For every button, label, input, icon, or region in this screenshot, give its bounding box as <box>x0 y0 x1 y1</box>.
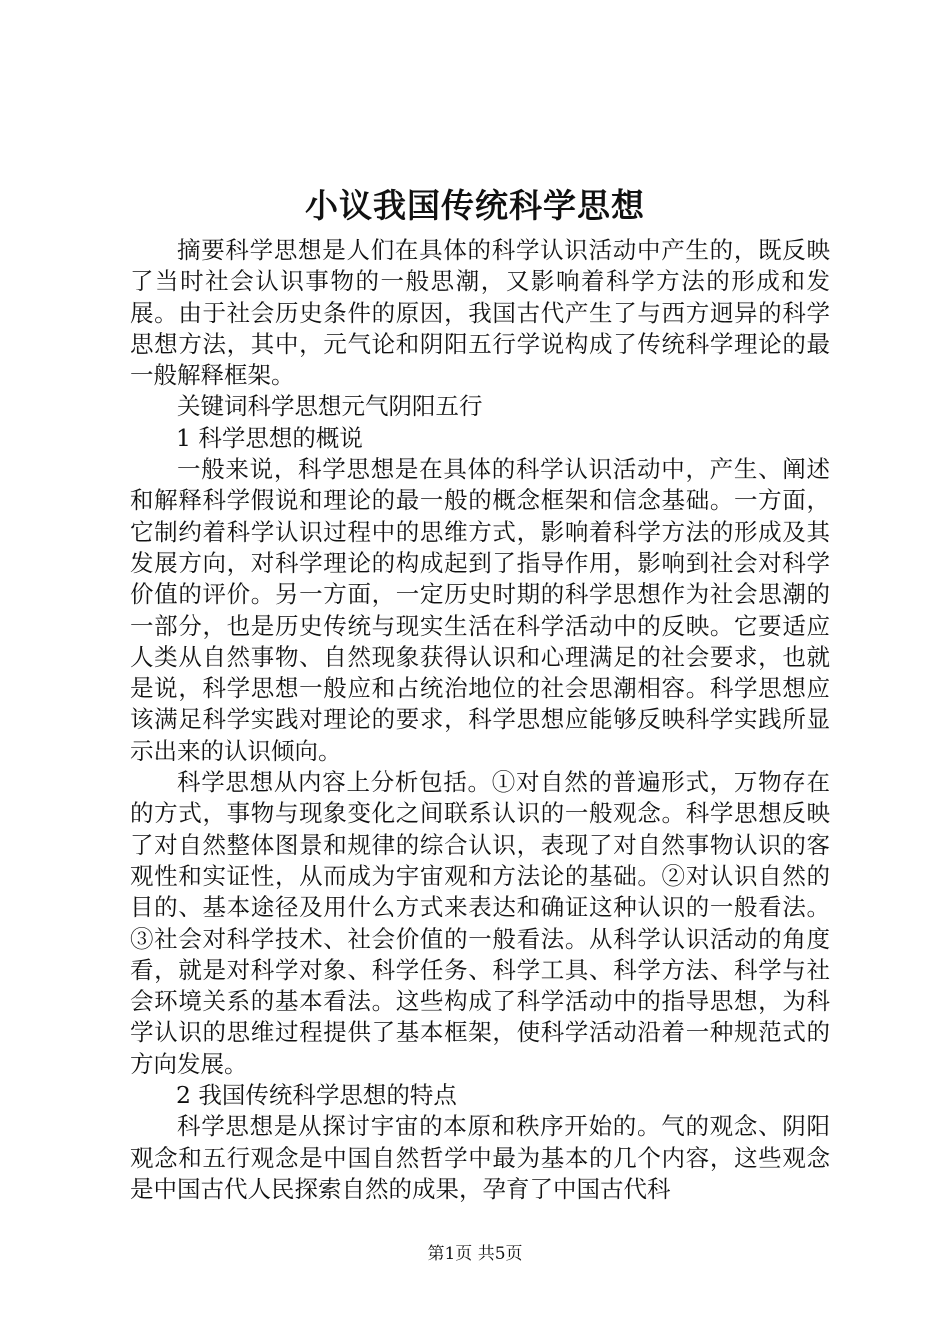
keywords-line: 关键词科学思想元气阴阳五行 <box>177 392 483 421</box>
section-heading-2: 2 我国传统科学思想的特点 <box>176 1081 457 1110</box>
abstract-paragraph: 摘要科学思想是人们在具体的科学认识活动中产生的，既反映了当时社会认识事物的一般思潮，又影响着科学方法的形成和发展。由于社会历史条件的原因，我国古代产生了与西方迥异的科学思想方法，其中，元气论和阴阳五行学说构成了传统科学理论的最一般解释框架。 <box>130 236 830 390</box>
body-paragraph-2: 科学思想从内容上分析包括。①对自然的普遍形式，万物存在的方式，事物与现象变化之间联系认识的一般观念。科学思想反映了对自然整体图景和规律的综合认识，表现了对自然事物认识的客观性和实证性，从而成为宇宙观和方法论的基础。②对认识自然的目的、基本途径及用什么方式来表达和确证这种认识的一般看法。③社会对科学技术、社会价值的一般看法。从科学认识活动的角度看，就是对科学对象、科学任务、科学工具、科学方法、科学与社会环境关系的基本看法。这些构成了科学活动中的指导思想，为科学认识的思维过程提供了基本框架，使科学活动沿着一种规范式的方向发展。 <box>130 768 830 1078</box>
section-heading-1: 1 科学思想的概说 <box>176 423 363 452</box>
document-title: 小议我国传统科学思想 <box>305 186 645 225</box>
document-body <box>130 235 830 1205</box>
page-number-footer: 第1页 共5页 <box>427 1244 523 1264</box>
body-paragraph-3: 科学思想是从探讨宇宙的本原和秩序开始的。气的观念、阴阳观念和五行观念是中国自然哲学中最为基本的几个内容，这些观念是中国古代人民探索自然的成果，孕育了中国古代科 <box>130 1112 830 1203</box>
body-paragraph-1: 一般来说，科学思想是在具体的科学认识活动中，产生、阐述和解释科学假说和理论的最一般的概念框架和信念基础。一方面，它制约着科学认识过程中的思维方式，影响着科学方法的形成及其发展方向，对科学理论的构成起到了指导作用，影响到社会对科学价值的评价。另一方面，一定历史时期的科学思想作为社会思潮的一部分，也是历史传统与现实生活在科学活动中的反映。它要适应人类从自然事物、自然现象获得认识和心理满足的社会要求，也就是说，科学思想一般应和占统治地位的社会思潮相容。科学思想应该满足科学实践对理论的要求，科学思想应能够反映科学实践所显示出来的认识倾向。 <box>130 455 830 765</box>
